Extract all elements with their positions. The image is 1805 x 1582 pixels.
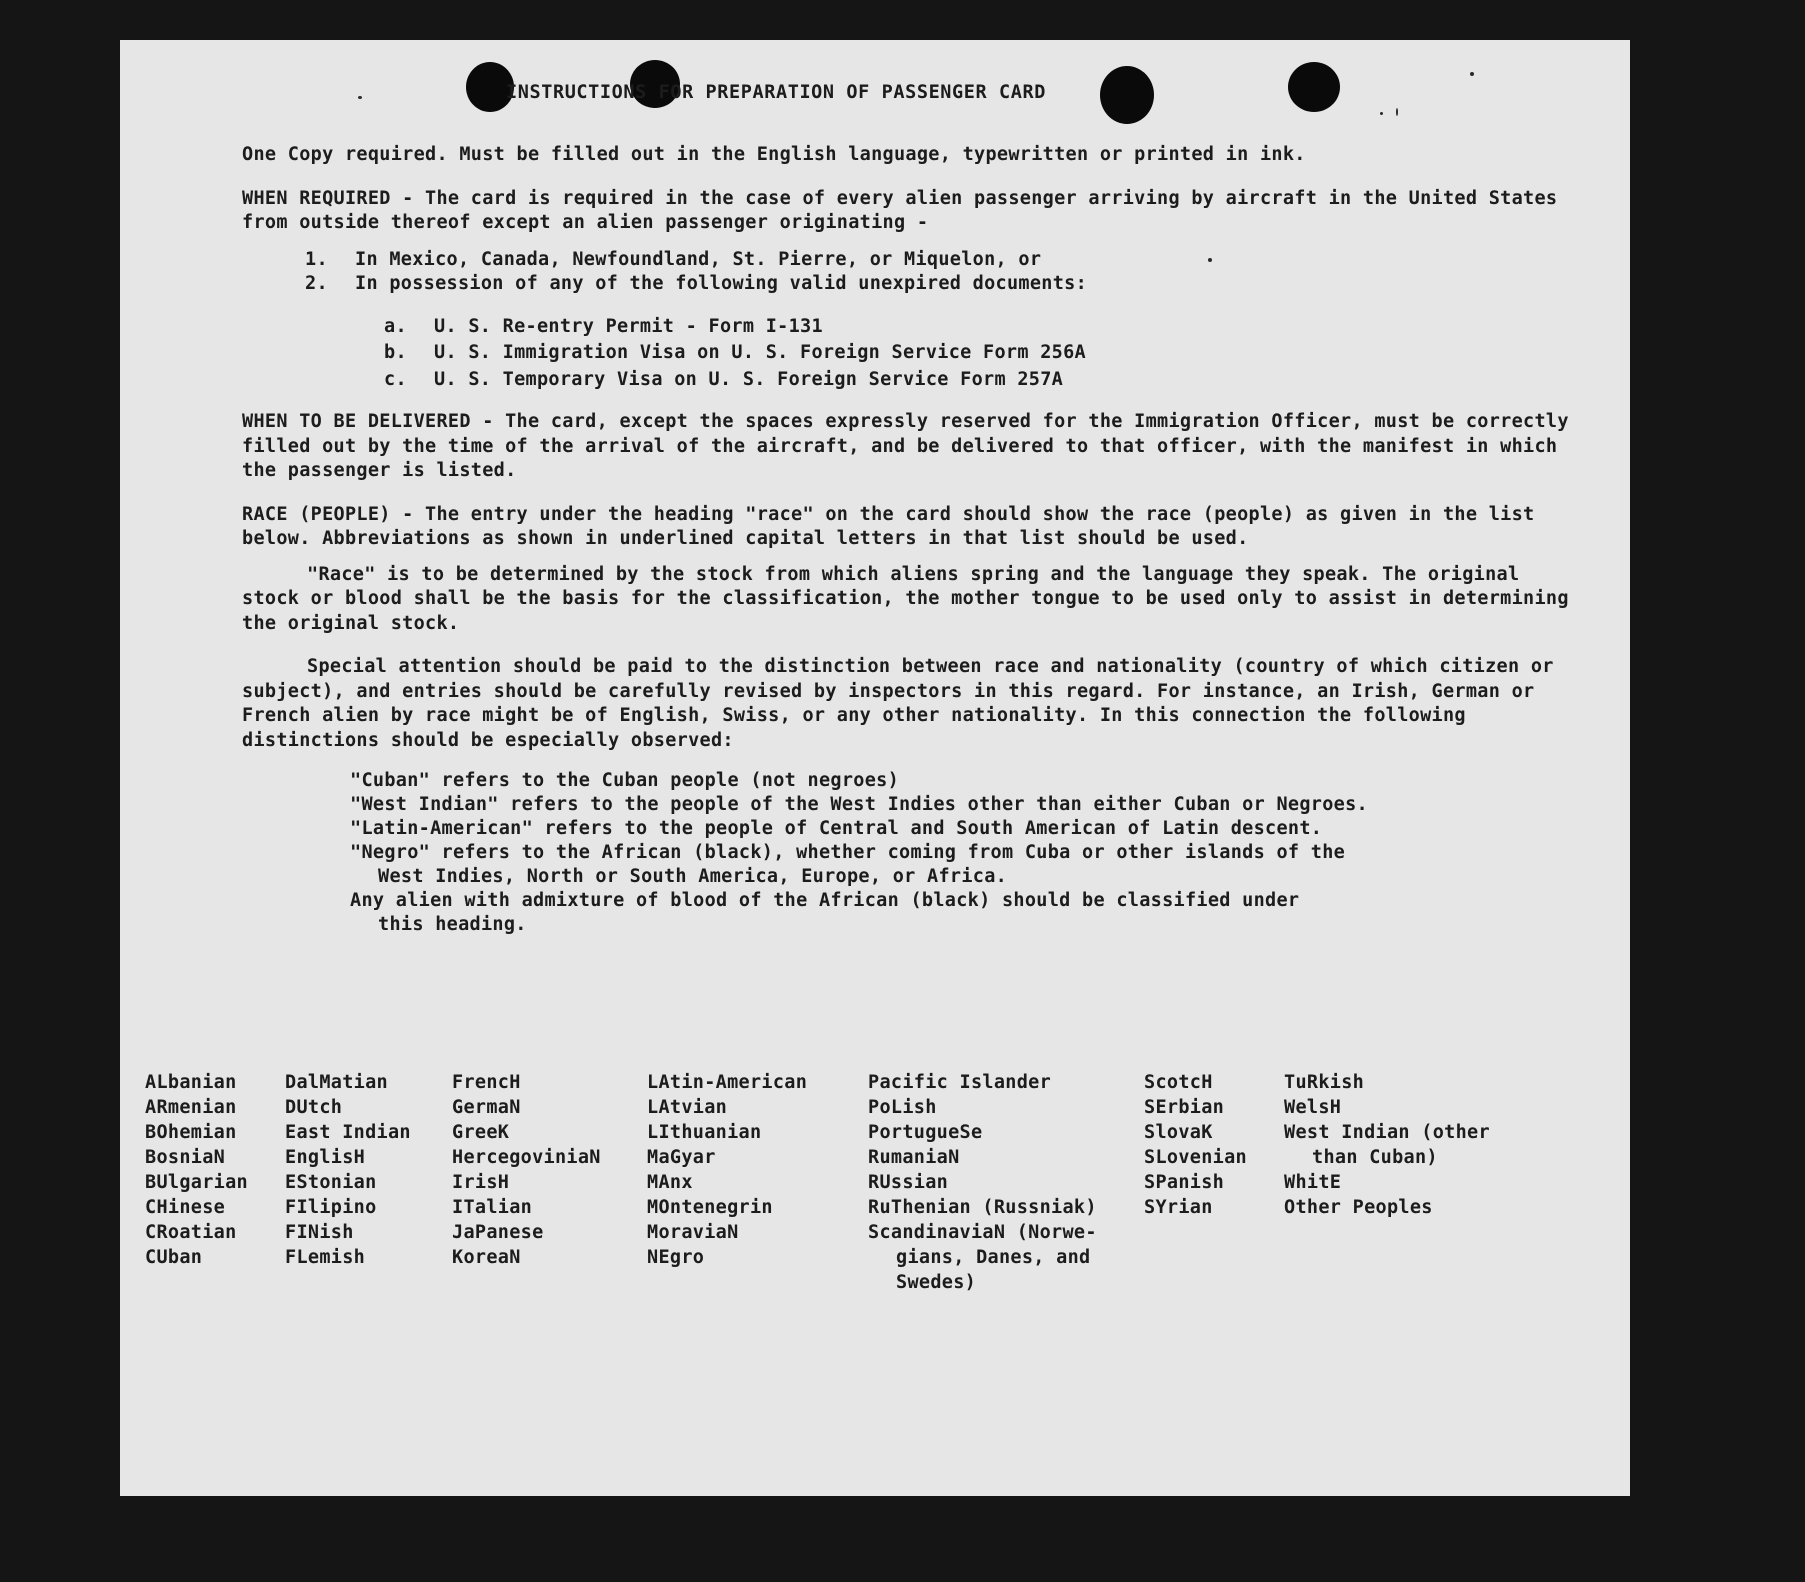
page-title: INSTRUCTIONS FOR PREPARATION OF PASSENGER CARD	[506, 82, 1046, 103]
list-item: 1. In Mexico, Canada, Newfoundland, St. Pierre, or Miquelon, or	[305, 248, 1042, 270]
race-item: FLemish	[285, 1247, 366, 1268]
race-item: NEgro	[647, 1247, 705, 1268]
race-item: RUssian	[868, 1172, 949, 1193]
race-item: East Indian	[285, 1122, 411, 1143]
race-item: FINish	[285, 1222, 354, 1243]
race-item: PoLish	[868, 1097, 937, 1118]
scan-speck	[1208, 258, 1212, 262]
race-item: BOhemian	[145, 1122, 237, 1143]
distinction-admixture-continued: this heading.	[378, 914, 527, 935]
race-item: MaGyar	[647, 1147, 716, 1168]
race-column-5	[868, 1070, 1097, 1295]
when-required-paragraph: WHEN REQUIRED - The card is required in the case of every alien passenger arriving by aircraft in the United States from outside thereof except an alien passenger originating -	[242, 187, 1558, 233]
race-item: PortugueSe	[868, 1122, 983, 1143]
scan-speck	[1380, 112, 1383, 115]
race-column-1	[145, 1070, 248, 1270]
race-item: SErbian	[1144, 1097, 1225, 1118]
race-item: LIthuanian	[647, 1122, 762, 1143]
race-column-7	[1284, 1070, 1490, 1220]
race-item: West Indian (other	[1284, 1122, 1490, 1143]
race-item: ALbanian	[145, 1072, 237, 1093]
race-item: FrencH	[452, 1072, 521, 1093]
race-item: RumaniaN	[868, 1147, 960, 1168]
punch-hole-right-1	[1100, 66, 1154, 124]
race-item: WelsH	[1284, 1097, 1342, 1118]
race-people-paragraph: RACE (PEOPLE) - The entry under the heading "race" on the card should show the race (people) as given in the list below. Abbreviations as shown in underlined capital letters in that list should be used.	[242, 503, 1535, 549]
race-item: EnglisH	[285, 1147, 366, 1168]
race-item: LAtin-American	[647, 1072, 808, 1093]
race-item: DalMatian	[285, 1072, 388, 1093]
race-item: TuRkish	[1284, 1072, 1365, 1093]
race-item: IrisH	[452, 1172, 510, 1193]
scan-speck	[358, 96, 362, 99]
race-item: KoreaN	[452, 1247, 521, 1268]
race-item: BosniaN	[145, 1147, 226, 1168]
race-item: SPanish	[1144, 1172, 1225, 1193]
distinction-latin-american: "Latin-American" refers to the people of Central and South American of Latin descent.	[350, 818, 1323, 839]
distinction-cuban: "Cuban" refers to the Cuban people (not negroes)	[350, 770, 900, 791]
race-item: CHinese	[145, 1197, 226, 1218]
race-item: SYrian	[1144, 1197, 1213, 1218]
race-item-continued: gians, Danes, and	[896, 1247, 1091, 1268]
race-item: EStonian	[285, 1172, 377, 1193]
race-column-3	[452, 1070, 601, 1270]
instructions-body	[242, 143, 1572, 987]
race-item: MOntenegrin	[647, 1197, 773, 1218]
race-item: GermaN	[452, 1097, 521, 1118]
race-item: ScandinaviaN (Norwe-	[868, 1222, 1097, 1243]
distinction-negro: "Negro" refers to the African (black), whether coming from Cuba or other islands of the	[350, 842, 1346, 863]
race-item: HercegoviniaN	[452, 1147, 601, 1168]
race-item: WhitE	[1284, 1172, 1342, 1193]
list-item: b. U. S. Immigration Visa on U. S. Foreign Service Form 256A	[384, 342, 1086, 363]
race-item: ScotcH	[1144, 1072, 1213, 1093]
race-item: BUlgarian	[145, 1172, 248, 1193]
list-item: 2. In possession of any of the following valid unexpired documents:	[305, 273, 1088, 294]
race-item: SLovenian	[1144, 1147, 1247, 1168]
race-item-continued: Swedes)	[896, 1272, 977, 1293]
distinction-admixture: Any alien with admixture of blood of the African (black) should be classified under	[350, 890, 1300, 911]
race-item: MoraviaN	[647, 1222, 739, 1243]
race-column-6	[1144, 1070, 1247, 1220]
list-item: a. U. S. Re-entry Permit - Form I-131	[384, 315, 823, 337]
scan-speck	[1470, 72, 1474, 76]
race-definition-paragraph: "Race" is to be determined by the stock from which aliens spring and the language they speak. The original stock or blood shall be the basis for the classification, the mother tongue to be used only to assist in determining the original stock.	[242, 563, 1569, 634]
race-item: MAnx	[647, 1172, 693, 1193]
race-column-4	[647, 1070, 807, 1270]
race-item: CUban	[145, 1247, 203, 1268]
race-item: JaPanese	[452, 1222, 544, 1243]
distinction-negro-continued: West Indies, North or South America, Europe, or Africa.	[378, 866, 1008, 887]
scan-speck	[1396, 108, 1398, 116]
race-item-continued: than Cuban)	[1312, 1147, 1438, 1168]
race-distinctions	[242, 769, 1572, 937]
race-item: CRoatian	[145, 1222, 237, 1243]
race-item: Pacific Islander	[868, 1072, 1052, 1093]
race-item: LAtvian	[647, 1097, 728, 1118]
origin-exception-list	[242, 248, 1572, 297]
race-item: Other Peoples	[1284, 1197, 1433, 1218]
race-column-2	[285, 1070, 411, 1270]
race-item: FIlipino	[285, 1197, 377, 1218]
punch-hole-right-2	[1288, 62, 1340, 112]
when-delivered-paragraph: WHEN TO BE DELIVERED - The card, except the spaces expressly reserved for the Immigration Officer, must be correctly filled out by the time of the arrival of the aircraft, and be delivered to that officer, with the manifest in which the passenger is listed.	[242, 411, 1569, 481]
document-page	[120, 40, 1630, 1496]
race-item: GreeK	[452, 1122, 510, 1143]
distinction-west-indian: "West Indian" refers to the people of the West Indies other than either Cuban or Negroes.	[350, 794, 1368, 815]
special-attention-paragraph: Special attention should be paid to the distinction between race and nationality (country of which citizen or subject), and entries should be carefully revised by inspectors in this regard. For instance, an Irish, German or French alien by race might be of English, Swiss, or any other nationality. In this connection the following distinctions should be especially observed:	[242, 656, 1554, 751]
list-item: c. U. S. Temporary Visa on U. S. Foreign Service Form 257A	[384, 368, 1064, 390]
race-item: ARmenian	[145, 1097, 237, 1118]
race-item: SlovaK	[1144, 1122, 1213, 1143]
intro-paragraph: One Copy required. Must be filled out in the English language, typewritten or printed in ink.	[242, 144, 1306, 165]
valid-documents-list	[242, 314, 1572, 394]
race-item: ITalian	[452, 1197, 533, 1218]
race-item: RuThenian (Russniak)	[868, 1197, 1097, 1218]
race-item: DUtch	[285, 1097, 343, 1118]
